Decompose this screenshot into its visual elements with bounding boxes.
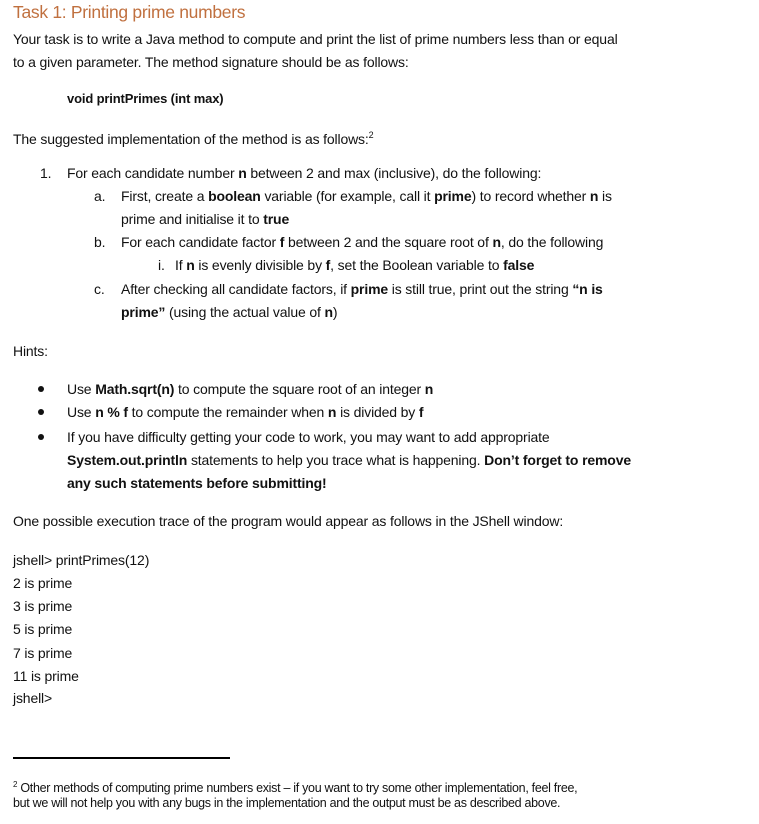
hint-1: Use Math.sqrt(n) to compute the square root of an integer n (67, 381, 434, 397)
trace-line: 11 is prime (13, 668, 79, 684)
hint-3-cont: System.out.println statements to help you trace what is happening. Don’t forget to remove (67, 452, 631, 468)
page-title: Task 1: Printing prime numbers (13, 2, 246, 22)
trace-line: 7 is prime (13, 645, 73, 661)
step-roman: i. (158, 257, 165, 273)
suggested-text (13, 125, 374, 149)
step-a-cont: prime and initialise it to true (121, 211, 290, 227)
footnote-separator (13, 757, 230, 759)
hint-3-cont: any such statements before submitting! (67, 475, 327, 491)
trace-line: 3 is prime (13, 598, 73, 614)
trace-intro: One possible execution trace of the program would appear as follows in the JShell window: (13, 513, 564, 529)
step-c: After checking all candidate factors, if prime is still true, print out the string “n is (121, 281, 603, 297)
method-signature: void printPrimes (int max) (67, 91, 224, 106)
hint-3: If you have difficulty getting your code to work, you may want to add appropriate (67, 429, 550, 445)
step-c-cont: prime” (using the actual value of n) (121, 304, 338, 320)
trace-line: jshell> (13, 690, 53, 706)
bullet-icon (38, 434, 44, 440)
step-1: For each candidate number n between 2 and max (inclusive), do the following: (67, 165, 542, 181)
footnote-ref: 2 (368, 130, 374, 140)
hints-label: Hints: (13, 343, 48, 359)
step-a: First, create a boolean variable (for example, call it prime) to record whether n is (121, 188, 612, 204)
step-b: For each candidate factor f between 2 and the square root of n, do the following (121, 234, 604, 250)
intro-line: Your task is to write a Java method to compute and print the list of prime numbers less than or equal (13, 31, 618, 47)
footnote-line: $^2$ Other methods of computing prime numbers exist – if you want to try some other implementation, feel free, (13, 780, 578, 795)
step-letter: b. (94, 234, 106, 250)
intro-line: to a given parameter. The method signature should be as follows: (13, 54, 409, 70)
step-number: 1. (40, 165, 52, 181)
hint-2: Use n % f to compute the remainder when n is divided by f (67, 404, 424, 420)
bullet-icon (38, 386, 44, 392)
footnote-line: but we will not help you with any bugs in the implementation and the output must be as described above. (13, 796, 561, 810)
step-letter: c. (94, 281, 105, 297)
bullet-icon (38, 409, 44, 415)
step-i: If n is evenly divisible by f, set the Boolean variable to false (175, 257, 535, 273)
trace-line: 2 is prime (13, 575, 73, 591)
step-letter: a. (94, 188, 106, 204)
trace-line: 5 is prime (13, 621, 73, 637)
suggested-label: The suggested implementation of the method is as follows: (13, 131, 369, 147)
trace-line: jshell> printPrimes(12) (13, 552, 150, 568)
